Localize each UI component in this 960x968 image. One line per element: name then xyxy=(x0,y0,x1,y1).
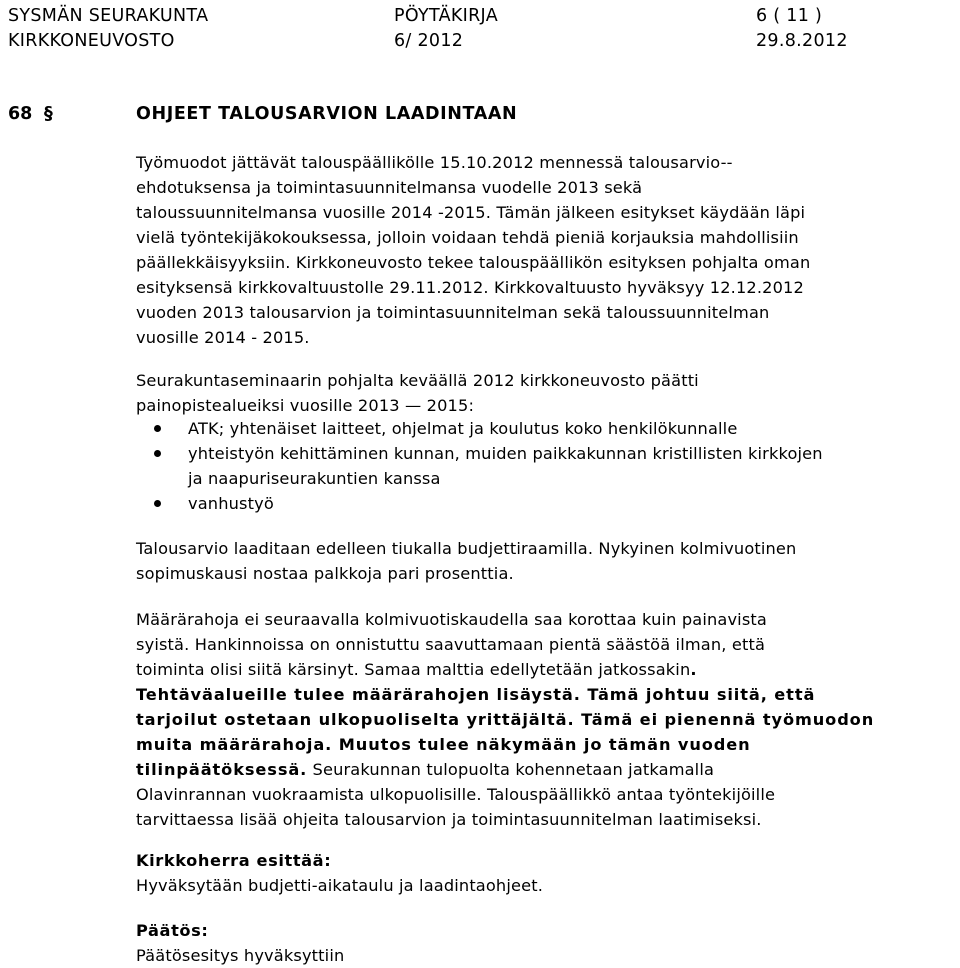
bullet-icon xyxy=(154,450,161,457)
text-line: Määrärahoja ei seuraavalla kolmivuotiskaudella saa korottaa kuin painavista xyxy=(136,610,767,629)
text-segment: toiminta olisi siitä kärsinyt. Samaa malttia edellytetään jatkossakin xyxy=(136,660,691,679)
header-doc-type: PÖYTÄKIRJA xyxy=(394,6,498,26)
text-line: sopimuskausi nostaa palkkoja pari prosenttia. xyxy=(136,564,514,583)
list-item-text: vanhustyö xyxy=(188,494,274,513)
proposal-section xyxy=(136,848,956,898)
text-line-bold: muita määrärahoja. Muutos tulee näkymään jo tämän vuoden xyxy=(136,735,751,754)
text-line: painopistealueiksi vuosille 2013 — 2015: xyxy=(136,396,475,415)
list-item-text: yhteistyön kehittäminen kunnan, muiden paikkakunnan kristillisten kirkkojen xyxy=(188,444,823,463)
text-line: ehdotuksensa ja toimintasuunnitelmansa vuodelle 2013 sekä xyxy=(136,178,643,197)
paragraph-appropriations xyxy=(136,607,956,832)
text-line: tarvittaessa lisää ohjeita talousarvion ja toimintasuunnitelman laatimiseksi. xyxy=(136,810,762,829)
paragraph-schedule xyxy=(136,150,956,350)
text-line: Talousarvio laaditaan edelleen tiukalla budjettiraamilla. Nykyinen kolmivuotinen xyxy=(136,539,797,558)
header-body: KIRKKONEUVOSTO xyxy=(8,31,175,51)
header-org: SYSMÄN SEURAKUNTA xyxy=(8,6,209,26)
list-item-text: ATK; yhtenäiset laitteet, ohjelmat ja koulutus koko henkilökunnalle xyxy=(188,419,738,438)
decision-text: Päätösesitys hyväksyttiin xyxy=(136,946,345,965)
text-line: Olavinrannan vuokraamista ulkopuolisille. Talouspäällikkö antaa työntekijöille xyxy=(136,785,776,804)
section-sign: § xyxy=(44,104,53,124)
header-meeting-no: 6/ 2012 xyxy=(394,31,464,51)
text-line: taloussuunnitelmansa vuosille 2014 -2015. Tämän jälkeen esitykset käydään läpi xyxy=(136,203,806,222)
text-line xyxy=(136,657,956,682)
text-line: syistä. Hankinnoissa on onnistuttu saavuttamaan pientä säästöä ilman, että xyxy=(136,635,766,654)
text-line: vuosille 2014 - 2015. xyxy=(136,328,310,347)
section-title: OHJEET TALOUSARVION LAADINTAAN xyxy=(136,104,518,124)
text-line: Seurakuntaseminaarin pohjalta keväällä 2012 kirkkoneuvosto päätti xyxy=(136,371,699,390)
paragraph-priorities xyxy=(136,368,956,418)
text-line: vielä työntekijäkokouksessa, jolloin voidaan tehdä pieniä korjauksia mahdollisiin xyxy=(136,228,799,247)
list-item xyxy=(136,416,956,441)
text-line-bold: Tehtäväalueille tulee määrärahojen lisäystä. Tämä johtuu siitä, että xyxy=(136,685,816,704)
header-page: 6 ( 11 ) xyxy=(756,6,823,26)
priority-list xyxy=(136,416,956,516)
bullet-icon xyxy=(154,425,161,432)
list-item-text: ja naapuriseurakuntien kanssa xyxy=(188,469,441,488)
text-line-bold: tarjoilut ostetaan ulkopuoliselta yrittäjältä. Tämä ei pienennä työmuodon xyxy=(136,710,875,729)
header-row-2 xyxy=(8,31,958,55)
text-segment-bold: tilinpäätöksessä. xyxy=(136,760,308,779)
list-item xyxy=(136,441,956,491)
section-heading xyxy=(8,104,908,130)
paragraph-budget xyxy=(136,536,956,586)
proposal-text: Hyväksytään budjetti-aikataulu ja laadintaohjeet. xyxy=(136,876,544,895)
bullet-icon xyxy=(154,500,161,507)
decision-section xyxy=(136,918,956,968)
text-line: vuoden 2013 talousarvion ja toimintasuunnitelman sekä taloussuunnitelman xyxy=(136,303,770,322)
section-number: 68 xyxy=(8,104,33,124)
text-segment: Seurakunnan tulopuolta kohennetaan jatkamalla xyxy=(307,760,715,779)
header-date: 29.8.2012 xyxy=(756,31,848,51)
decision-label: Päätös: xyxy=(136,921,209,940)
proposal-label: Kirkkoherra esittää: xyxy=(136,851,332,870)
text-line: Työmuodot jättävät talouspäällikölle 15.10.2012 mennessä talousarvio-- xyxy=(136,153,733,172)
header-row-1 xyxy=(8,6,958,30)
text-line xyxy=(136,757,956,782)
text-line: esityksensä kirkkovaltuustolle 29.11.2012. Kirkkovaltuusto hyväksyy 12.12.2012 xyxy=(136,278,804,297)
text-line: päällekkäisyyksiin. Kirkkoneuvosto tekee talouspäällikön esityksen pohjalta oman xyxy=(136,253,811,272)
text-segment-bold: . xyxy=(690,660,698,679)
list-item xyxy=(136,491,956,516)
